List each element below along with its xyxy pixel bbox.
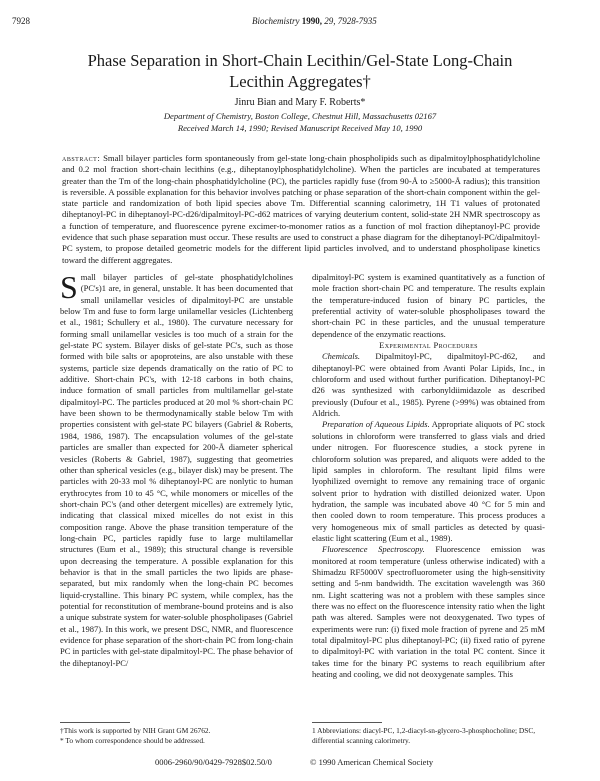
- journal-year: 1990,: [301, 16, 322, 26]
- chemicals-paragraph: [312, 351, 545, 419]
- received-dates: Received March 14, 1990; Revised Manuscript Received May 10, 1990: [177, 123, 423, 133]
- footnote-rule-left: [60, 722, 130, 723]
- issn-code: 0006-2960/90/0429-7928$02.50/0: [155, 757, 272, 767]
- chemicals-text: Dipalmitoyl-PC, dipalmitoyl-PC-d62, and diheptanoyl-PC were obtained from Avanti Polar Lipids, Inc., in chloroform and used without further purification. Diheptanoyl-PC d26 was synthesized with carbonyldiimidazole as described previously (Dufour et al., 1985). Pyrene (>99%) was obtained from Aldrich.: [312, 351, 545, 419]
- section-heading: Experimental Procedures: [379, 340, 478, 351]
- authors: Jinru Bian and Mary F. Roberts*: [234, 97, 366, 108]
- article-title: Phase Separation in Short-Chain Lecithin/Gel-State Long-Chain Lecithin Aggregates†: [87, 51, 513, 91]
- copyright: © 1990 American Chemical Society: [310, 757, 434, 767]
- abstract-label: abstract:: [62, 153, 101, 163]
- chemicals-label: Chemicals.: [322, 351, 361, 362]
- footnotes-left: [60, 726, 293, 745]
- intro-paragraph: [60, 269, 293, 669]
- grant-footnote: †This work is supported by NIH Grant GM 26762.: [60, 726, 211, 735]
- fluorescence-label: Fluorescence Spectroscopy.: [322, 544, 425, 555]
- journal-name: Biochemistry: [252, 16, 300, 26]
- abstract: [62, 153, 540, 266]
- left-column: [60, 269, 293, 669]
- affiliation: Department of Chemistry, Boston College, Chestnut Hill, Massachusetts 02167: [163, 111, 437, 121]
- abbreviations-footnote: 1 Abbreviations: diacyl-PC, 1,2-diacyl-sn-glycero-3-phosphocholine; DSC, differential scanning calorimetry.: [312, 726, 536, 745]
- continuation-paragraph: dipalmitoyl-PC system is examined quantitatively as a function of mole fraction short-chain PC and temperature. The results explain the temperature-induced fusion of binary PC particles, the preferential activity of water-soluble phospholipases toward the short-chain PC in these particles, and the unusual temperature dependence of the enzymatic reactions.: [312, 272, 545, 339]
- preparation-label: Preparation of Aqueous Lipids.: [322, 419, 430, 430]
- footnotes-right: [312, 726, 545, 745]
- drop-cap: S: [60, 269, 78, 305]
- intro-text: mall bilayer particles of gel-state phosphatidylcholines (PC's)1 are, in general, unstable. It has been documented that small unilamellar vesicles of dipalmitoyl-PC are unstable below Tm and fuse to form large unilamellar vesicles (Lichtenberg et al., 1981; Schullery et al., 1980). The curvature necessary for forming small unilamellar vesicles is too much of a strain for the gel-state PC system. Bilayer disks of gel-state PC's, such as those formed with bile salts or apoproteins, are also unstable with these systems, particle size depends dramatically on the ratio of PC to additive. Short-chain PC's, with 12-18 carbons in both chains, induce formation of small particles from multilamellar gel-state dipalmitoyl-PC. The particles produced at 20 mol % short-chain PC have been shown to be thermodynamically stable below Tm with properties consistent with gel-state PC bilayers (Gabriel & Roberts, 1984, 1986, 1987). The encapsulation volumes of the gel-state particles are smaller than expected for 200-Å diameter spherical vesicles (Roberts & Gabriel, 1987), suggesting that geometries other than spherical vesicles (e.g., bilayer disk) may be present. The particles with 20-33 mol % diheptanoyl-PC are nonlytic to human erythrocytes from 10 to 45 °C, while monomers or micelles of the short-chain PC's (and other detergent micelles) are extremely lytic, indicating that classical mixed micelles do not exist in this composition range. Above the phase transition temperature of the long-chain PC, particles rapidly fuse to large multilamellar structures (Eum et al., 1989); this structural change is reversible upon decreasing the temperature. A possible explanation for this behavior is that in the small particles the two lipids are phase-separated, but mix randomly when the long-chain PC becomes liquid-crystalline. This binary PC system, while complex, has the potential for reconstitution of membrane-bound proteins and is also a unique substrate system for water-soluble phospholipases (Gabriel et al., 1987). In this work, we present DSC, NMR, and fluorescence evidence for phase separation of the short-chain PC from long-chain PC in particles with gel-state dipalmitoyl-PC. The phase behavior of the diheptanoyl-PC/: [60, 272, 293, 668]
- journal-citation: [252, 16, 377, 26]
- preparation-paragraph: [312, 419, 545, 544]
- right-column: [312, 272, 545, 680]
- abstract-text: Small bilayer particles form spontaneously from gel-state long-chain phospholipids such as dipalmitoylphosphatidylcholine and 0.2 mol fraction short-chain lecithins (e.g., diheptanoylphosphatidylcholine). When the particles are incubated at temperatures greater than the Tm of the long-chain phosphatidylcholine (PC), the particles rapidly fuse (from 90-Å to ≥5000-Å radius); this transition is reversible. A possible explanation for this behavior involves patching or phase separation of the short-chain component within the gel-state particle and randomization of both lipid species above Tm. Differential scanning calorimetry, 1H T1 values of protonated diheptanoyl-PC in diheptanoyl-PC-d26/dipalmitoyl-PC-d62 matrices of varying deuterium content, solid-state 2H NMR spectroscopy as a function of temperature, and fluorescence pyrene excimer-to-monomer ratios as a function of mol fraction diheptanoyl-PC provide evidence that such phase separation must occur. These results are used to construct a phase diagram for the diheptanoyl-PC/dipalmitoyl-PC system, to propose detailed geometric models for the different lipid particles involved, and to understand phospholipase kinetics toward the different aggregates.: [62, 153, 541, 265]
- fluorescence-paragraph: [312, 544, 545, 680]
- preparation-text: Appropriate aliquots of PC stock solutions in chloroform were transferred to glass vials and dried under nitrogen. For fluorescence studies, a stock pyrene in chloroform solution was prepared, and aliquots were added to the lipid samples in chloroform. The resultant lipid films were lyophilized overnight to remove any remaining trace of organic solvent prior to hydration with distilled deionized water. Upon hydration, the sample was incubated above 40 °C for 5 min and then cooled down to room temperature. This process produces a very homogeneous mix of small particles as detected by quasi-elastic light scattering (Eum et al., 1989).: [312, 419, 546, 543]
- journal-volume: 29, 7928-7935: [324, 16, 377, 26]
- page-number: 7928: [12, 16, 30, 26]
- footnote-rule-right: [312, 722, 382, 723]
- fluorescence-text: Fluorescence emission was monitored at room temperature (unless otherwise indicated) with a Shimadzu RF5000V spectrofluorometer using the high-sensitivity setting and 5-nm bandwidth. The excitation wavelength was 360 nm. Light scattering was not a problem with these samples since there was no effect on the fluorescence intensity ratio when the light path was altered. Samples were not deoxygenated. Two types of experiments were run: (i) fixed mole fraction of pyrene and 25 mM total dipalmitoyl-PC plus diheptanoyl-PC; (ii) fixed ratio of pyrene to dipalmitoyl-PC with variation in the total PC content. Since it takes time for the binary PC systems to reach equilibrium after heating and cooling, we did not deoxygenate samples. This: [312, 544, 545, 680]
- correspondence-footnote: * To whom correspondence should be addressed.: [60, 735, 205, 745]
